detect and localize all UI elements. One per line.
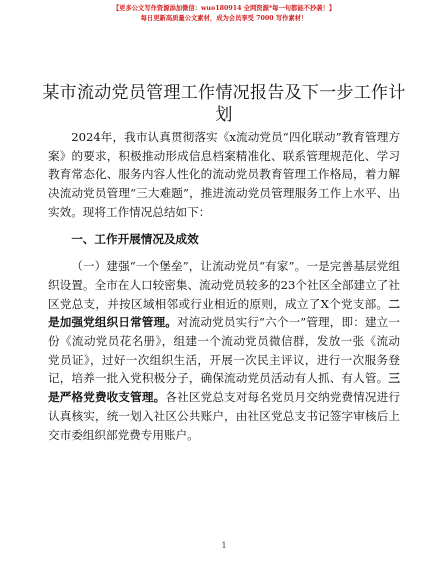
page-number: 1 xyxy=(221,541,227,550)
document-title: 某市流动党员管理工作情况报告及下一步工作计划 xyxy=(42,83,406,125)
document-body xyxy=(48,128,400,444)
section-paragraph xyxy=(48,257,400,444)
paragraph-text: 对流动党员实行“六个一”管理，即：建立一份《流动党员花名册》，组建一个流动党员微信群，发放一张《流动党员证》，过好一次组织生活，开展一次民主评议，进行一次服务登记，培养一批入党积极分子，确保流动党员活动有人抓、有人管。 xyxy=(48,315,400,386)
paragraph-bold-lead: 二是加强党组织日常管理。 xyxy=(48,296,400,330)
paragraph-text: （一）建强“一个堡垒”，让流动党员“有家”。一是完善基层党组织设置。全市在人口较密集、流动党员较多的23个社区全部建立了社区党总支，并按区域相邻或行业相近的原则，成立了X个党支部。 xyxy=(48,259,400,311)
paragraph-bold-lead: 三是严格党费收支管理。 xyxy=(48,371,400,405)
intro-paragraph: 2024年，我市认真贯彻落实《x流动党员“四化联动”教育管理方案》的要求，积极推动形成信息档案精准化、联系管理规范化、学习教育常态化、服务内容人性化的流动党员教育管理工作格局，着力解决流动党员管理“三大难题”，推进流动党员管理服务工作上水平、出实效。现将工作情况总结如下： xyxy=(48,130,400,219)
promo-banner-line-2: 每日更新高质量公文素材，成为会员享受 7000 写作素材！ xyxy=(140,15,308,22)
section-heading: 一、工作开展情况及成效 xyxy=(71,231,199,246)
promo-banner-line-1: 【更多公文写作资源添加微信：wuo180914 全网资源*每一句都能不抄袭！】 xyxy=(112,5,336,12)
promo-banner xyxy=(40,4,408,24)
paragraph-text: 各社区党总支对每名党员月交纳党费情况进行认真核实，统一划入社区公共账户，由社区党总支书记签字审核后上交市委组织部党费专用账户。 xyxy=(48,390,400,442)
